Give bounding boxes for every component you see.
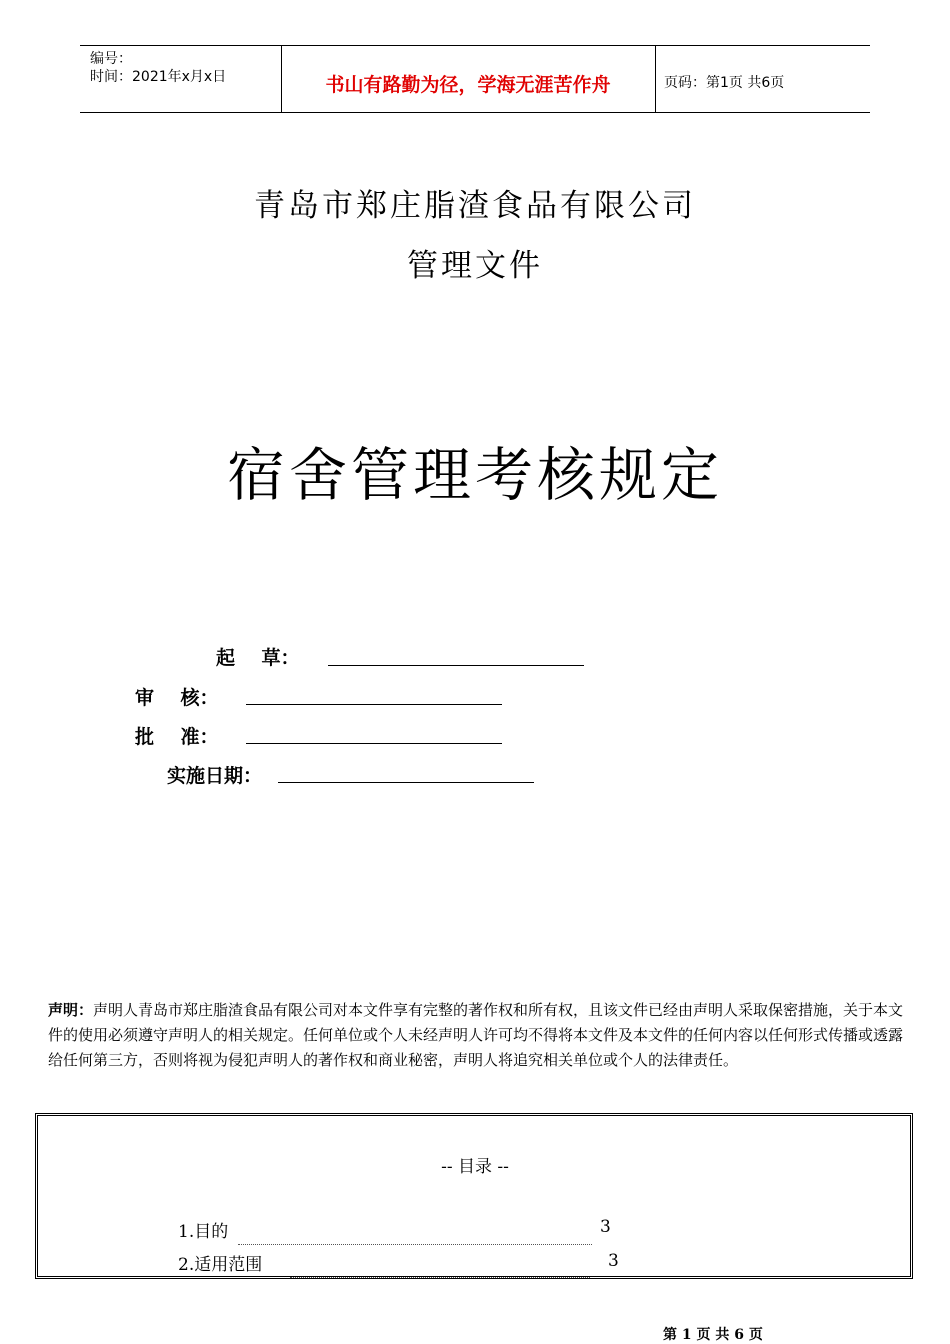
statement-label: 声明： [48,1001,94,1019]
toc-leader [238,1244,592,1245]
draft-field[interactable] [328,665,584,666]
toc-item-page: 3 [600,1217,611,1237]
toc-item-page: 3 [608,1251,619,1271]
approve-label: 批 准： [135,726,219,748]
approve-field[interactable] [246,743,502,744]
statement-text: 声明人青岛市郑庄脂渣食品有限公司对本文件享有完整的著作权和所有权，且该文件已经由声明人采取保密措施，关于本文件的使用必须遵守声明人的相关规定。任何单位或个人未经声明人许可均不得将本文件及本文件的任何内容以任何形式传播或透露给任何第三方，否则将视为侵犯声明人的著作权和商业秘密，声明人将追究相关单位或个人的法律责任。 [48,1001,904,1069]
toc-box [35,1113,913,1279]
review-field[interactable] [246,704,502,705]
date-label: 时间：2021年x月x日 [90,69,227,85]
code-label: 编号： [90,51,132,67]
company-name: 青岛市郑庄脂渣食品有限公司 [254,188,696,224]
header-bottom-rule [80,112,870,113]
header-meta [90,50,226,86]
motto: 书山有路勤为径，学海无涯苦作舟 [325,74,611,96]
header-page-info: 页码：第1页 共6页 [664,75,785,91]
header-divider [655,45,656,112]
toc-title: -- 目录 -- [441,1157,509,1177]
draft-label: 起 草： [216,647,300,669]
header-top-rule [80,45,870,46]
effective-date-field[interactable] [278,782,534,783]
effective-date-label: 实施日期： [167,765,263,787]
document-type: 管理文件 [407,248,543,284]
footer-page-number: 第 1 页 共 6 页 [663,1327,763,1343]
toc-item-label[interactable]: 2.适用范围 [178,1255,263,1275]
document-title: 宿舍管理考核规定 [226,441,723,509]
review-label: 审 核： [135,687,219,709]
toc-item-label[interactable]: 1.目的 [178,1222,229,1242]
copyright-statement [48,998,908,1073]
toc-leader [290,1277,590,1278]
